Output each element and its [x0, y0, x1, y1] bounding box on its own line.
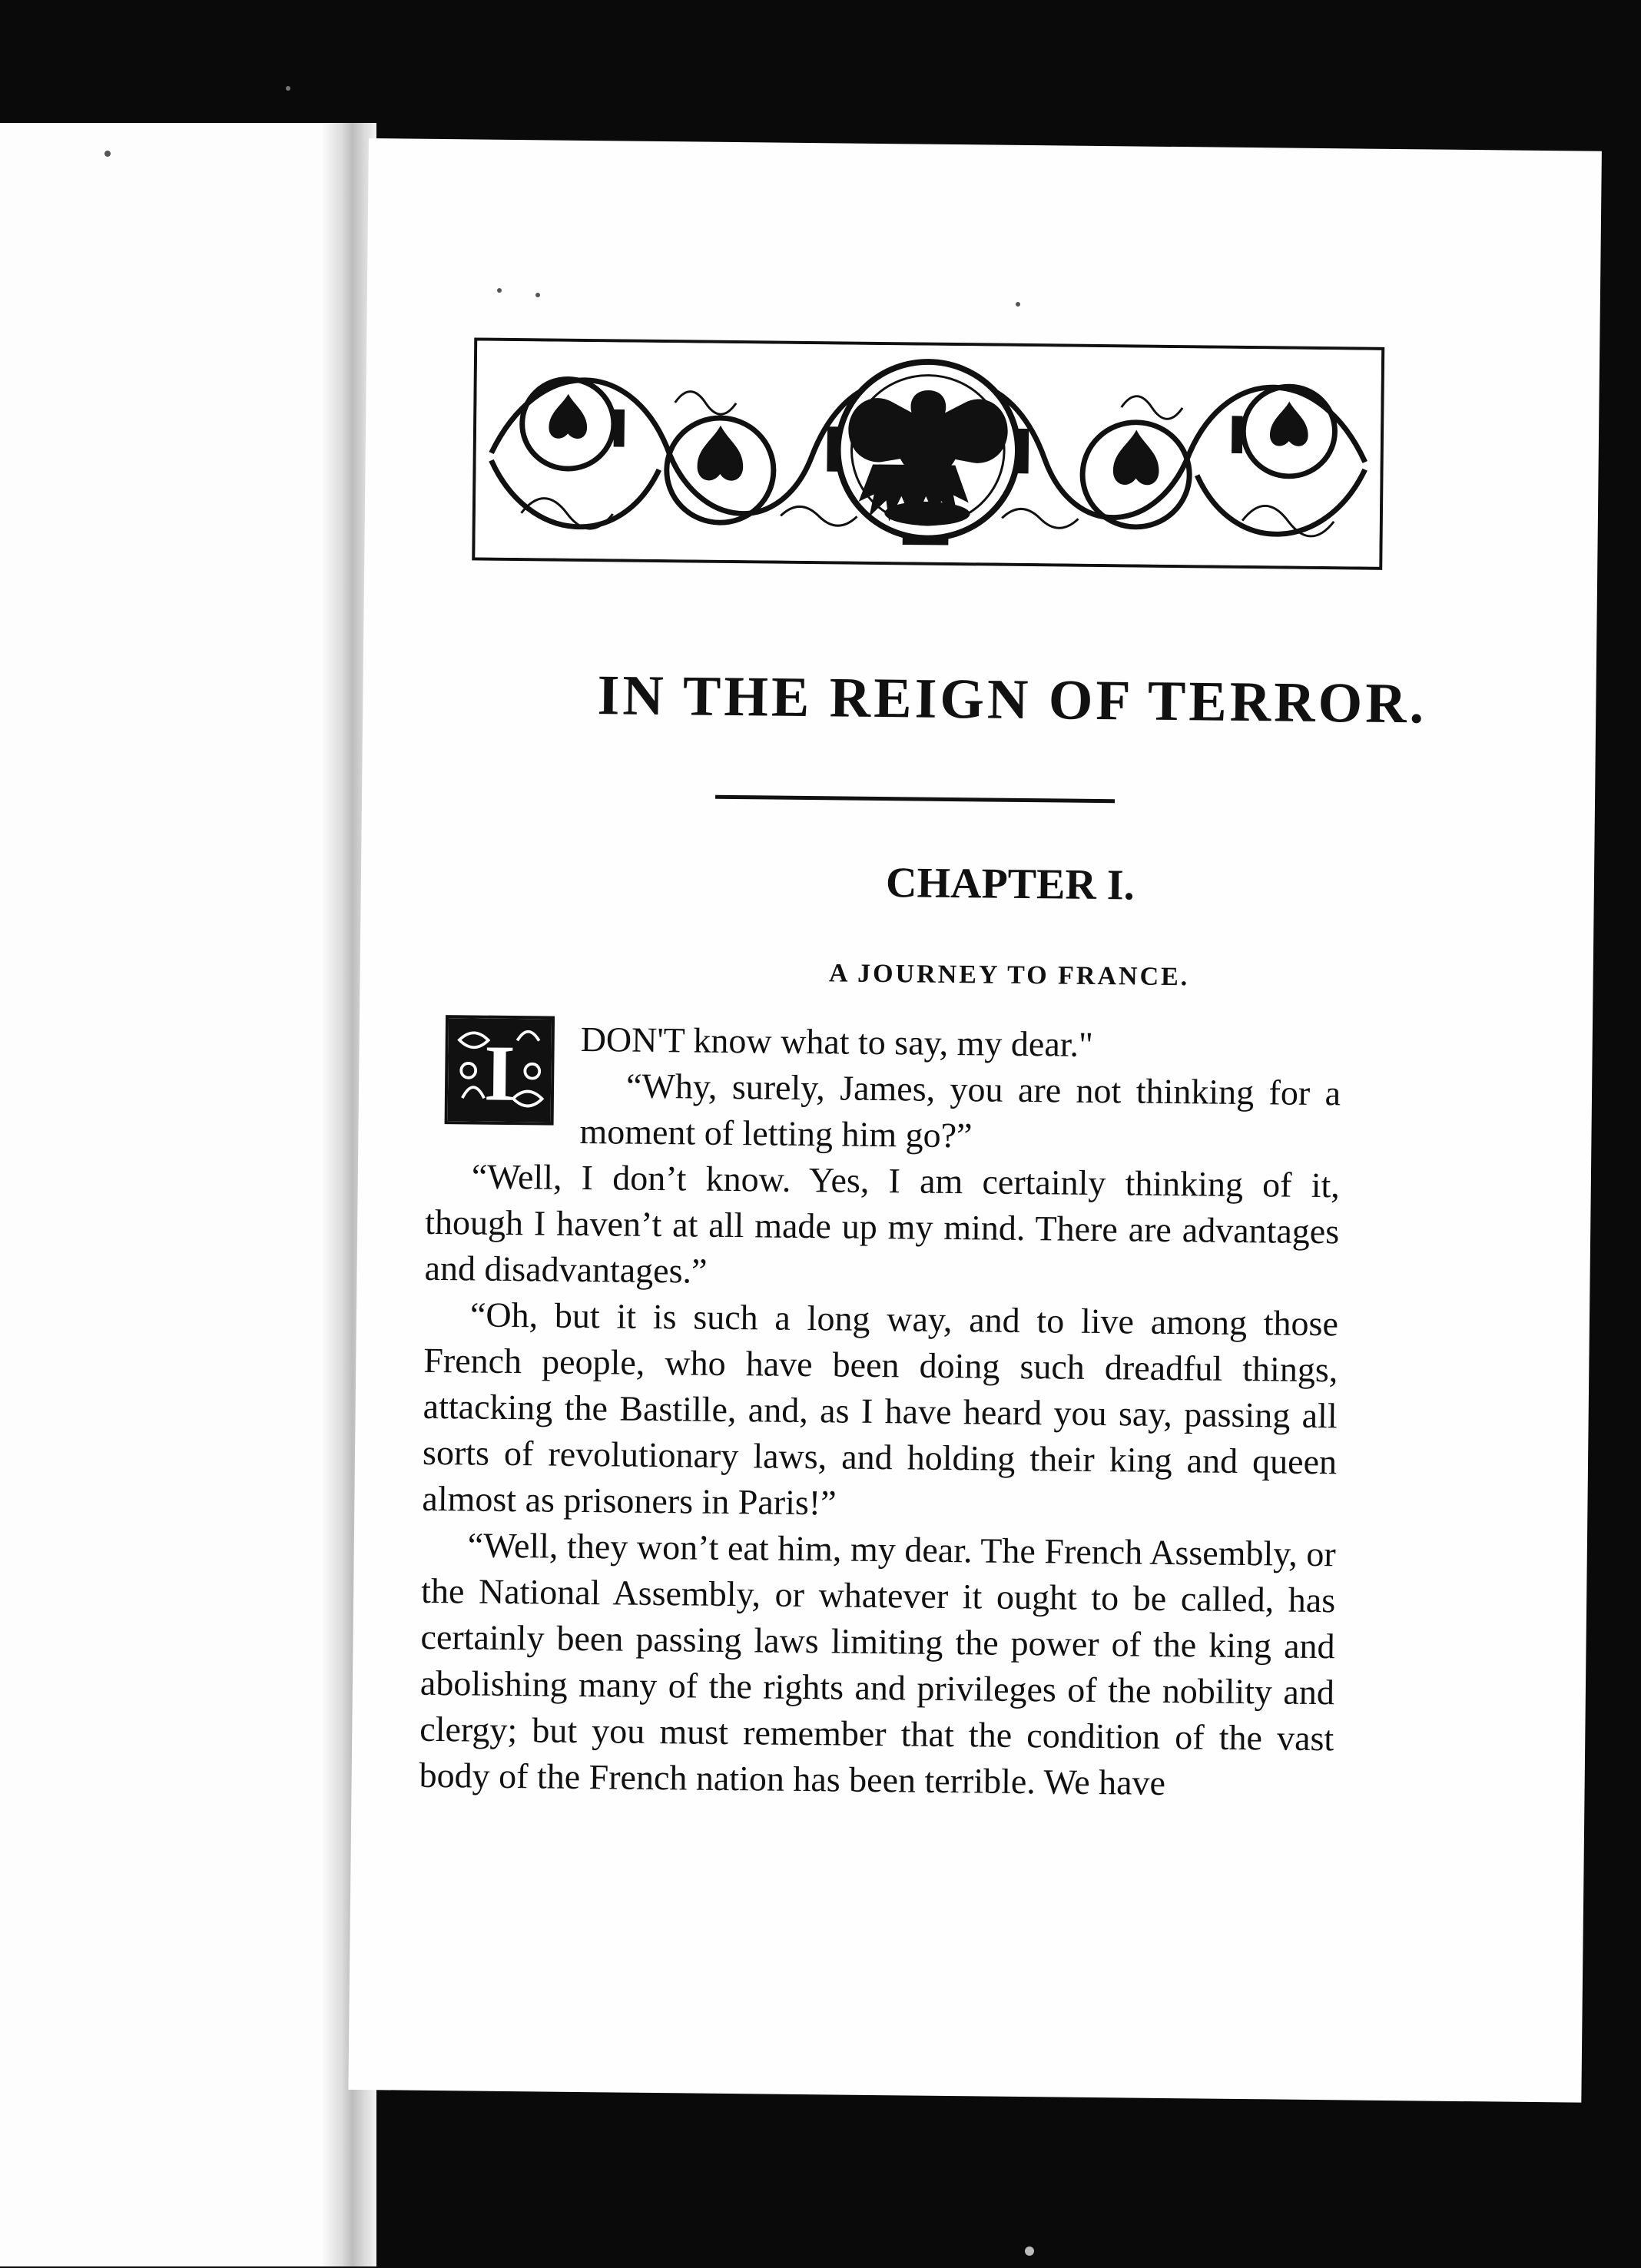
- title-divider: [715, 795, 1115, 803]
- paragraph-1: [426, 1015, 1341, 1070]
- header-ornament-icon: [472, 337, 1384, 569]
- paragraph-4: [422, 1292, 1338, 1531]
- right-page: [348, 138, 1602, 2103]
- chapter-body: [419, 1015, 1341, 1808]
- paragraph-5-text: “Well, they won’t eat him, my dear. The French Assembly, or the National Assembly, or whatever it ought to be called, has certainly been passing laws limiting the power of the king and abolishing many of the rights and privileges of the nobility and clergy; but you must remember that the condition of the vast body of the French nation has been terrible. We have: [419, 1525, 1337, 1802]
- book-title: IN THE REIGN OF TERROR.: [597, 664, 1427, 736]
- chapter-title: CHAPTER I.: [885, 859, 1135, 910]
- chapter-subtitle: A JOURNEY TO FRANCE.: [828, 959, 1190, 992]
- paragraph-3-text: “Well, I don’t know. Yes, I am certainly thinking of it, though I haven’t at all made up my mind. There are advantages and disadvantages.”: [424, 1156, 1341, 1291]
- left-page-blank: [0, 123, 361, 2266]
- dropcap-letter: I: [483, 1030, 516, 1118]
- paragraph-1-text: DON'T know what to say, my dear.": [580, 1019, 1094, 1064]
- paragraph-3: [424, 1153, 1340, 1301]
- paragraph-5: [419, 1522, 1336, 1808]
- paragraph-2-text: “Why, surely, James, you are not thinking for a moment of letting him go?”: [579, 1066, 1341, 1156]
- paragraph-4-text: “Oh, but it is such a long way, and to live among those French people, who have been doing such dreadful things, attacking the Bastille, and, as I have heard you say, passing all sorts of revolutionary laws, and holding their king and queen almost as prisoners in Paris!”: [422, 1295, 1339, 1523]
